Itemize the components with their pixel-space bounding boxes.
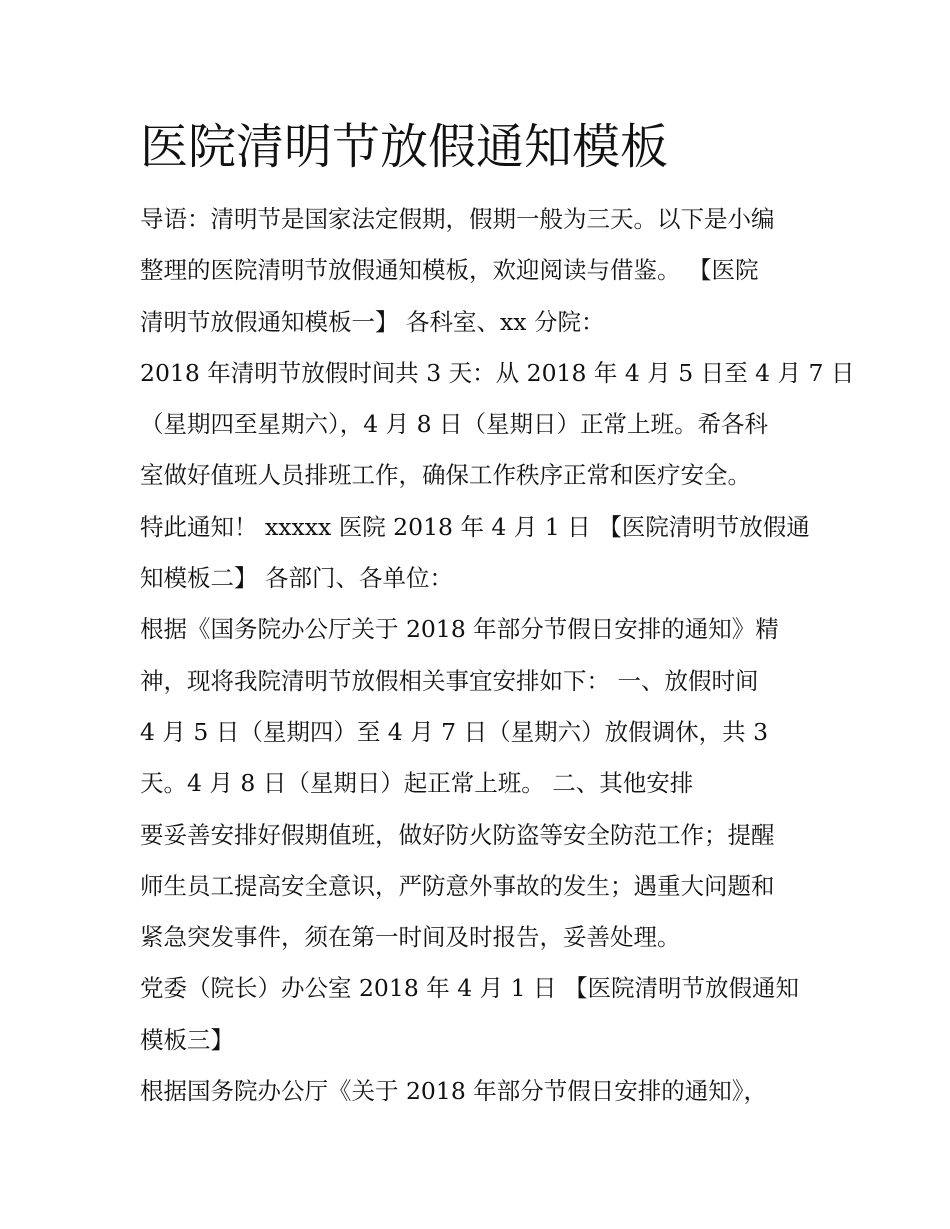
- body-line: 神，现将我院清明节放假相关事宜安排如下： 一、放假时间: [140, 666, 759, 695]
- body-line: 导语：清明节是国家法定假期，假期一般为三天。以下是小编: [140, 205, 775, 233]
- body-line: 紧急突发事件，须在第一时间及时报告，妥善处理。: [140, 923, 681, 952]
- body-line: 整理的医院清明节放假通知模板，欢迎阅读与借鉴。 【医院: [140, 256, 759, 285]
- body-line: 清明节放假通知模板一】 各科室、xx 分院：: [140, 307, 605, 336]
- body-line: 根据《国务院办公厅关于 2018 年部分节假日安排的通知》精: [140, 615, 779, 644]
- body-line: 党委（院长）办公室 2018 年 4 月 1 日 【医院清明节放假通知: [140, 974, 799, 1003]
- document-title: 医院清明节放假通知模板: [140, 119, 669, 175]
- body-line: 天。4 月 8 日（星期日）起正常上班。 二、其他安排: [140, 769, 694, 798]
- body-line: 知模板二】 各部门、各单位：: [140, 564, 453, 593]
- document-body: [140, 194, 855, 1117]
- body-line: （星期四至星期六），4 月 8 日（星期日）正常上班。希各科: [140, 410, 769, 439]
- body-line: 要妥善安排好假期值班，做好防火防盗等安全防范工作；提醒: [140, 820, 775, 849]
- body-line: 根据国务院办公厅《关于 2018 年部分节假日安排的通知》，: [140, 1077, 767, 1106]
- body-line: 2018 年清明节放假时间共 3 天：从 2018 年 4 月 5 日至 4 月 7 日: [140, 358, 855, 387]
- body-line: 师生员工提高安全意识，严防意外事故的发生；遇重大问题和: [140, 871, 775, 900]
- body-line: 模板三】: [140, 1025, 234, 1054]
- body-line: 特此通知！ xxxxx 医院 2018 年 4 月 1 日 【医院清明节放假通: [140, 512, 810, 541]
- body-line: 室做好值班人员排班工作，确保工作秩序正常和医疗安全。: [140, 461, 751, 490]
- body-line: 4 月 5 日（星期四）至 4 月 7 日（星期六）放假调休，共 3: [140, 717, 769, 746]
